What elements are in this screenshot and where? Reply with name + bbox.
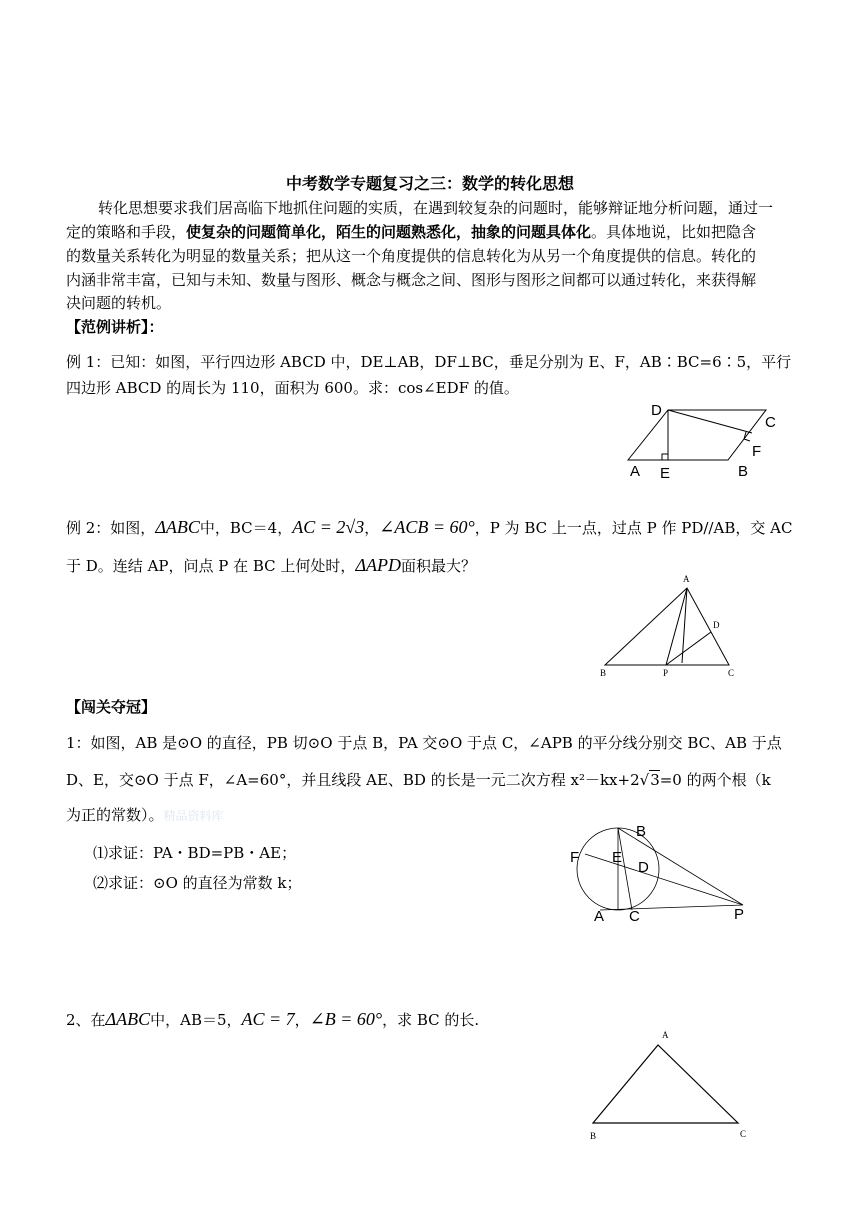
label-A: A [683,574,690,584]
problem-1-sub-1: ⑴求证：PA・BD=PB・AE； [93,844,297,862]
label-D: D [713,620,720,630]
example-2-math-apd: ΔAPD [355,555,401,575]
label-A: A [630,463,641,480]
label-B: B [590,1131,597,1141]
label-C: C [629,908,640,925]
label-P: P [663,668,669,678]
problem-2-math-angle: ∠B = 60° [309,1009,383,1029]
example-2-text-b: 中，BC＝4， [199,519,293,537]
section-heading-challenge: 【闯关夺冠】 [66,698,157,716]
label-A: A [662,1030,669,1040]
label-F: F [752,443,762,460]
problem-1-line-1: 1：如图，AB 是⊙O 的直径，PB 切⊙O 于点 B，PA 交⊙O 于点 C，∠APB 的平分线分别交 BC、AB 于点 [66,734,782,752]
problem-1-sub-2: ⑵求证：⊙O 的直径为常数 k； [93,874,302,892]
intro-line-1: 转化思想要求我们居高临下地抓住问题的实质，在遇到较复杂的问题时，能够辩证地分析问题，通过一 [98,199,774,217]
problem-2-text-d: ，求 BC 的长. [382,1011,480,1029]
example-2-math-triangle: ΔABC [155,517,200,537]
intro-line-2-post: 。具体地说，比如把隐含 [591,223,757,241]
example-2-text-c: ， [364,519,380,537]
intro-emphasis: 使复杂的问题简单化，陌生的问题熟悉化，抽象的问题具体化 [186,223,592,241]
example-1-line-1: 例 1：已知：如图，平行四边形 ABCD 中，DE⊥AB，DF⊥BC，垂足分别为 E、F，AB∶BC=6∶5，平行 [66,353,792,371]
problem-2-text-c: ， [294,1011,310,1029]
problem-1-text-a: D、E，交⊙O 于点 F，∠A=60°，并且线段 AE、BD 的长是一元二次方程 x²－kx+2 [66,771,640,789]
label-B: B [738,463,749,480]
problem-1-text-b: =0 的两个根（k [659,771,771,789]
watermark-text: 精品资料库 [163,809,224,823]
label-A: A [594,908,605,925]
intro-line-3: 的数量关系转化为明显的数量关系；把从这一个角度提供的信息转化为从另一个角度提供的信息。转化的 [66,247,757,265]
example-2-text-d: ，P 为 BC 上一点，过点 P 作 PD//AB，交 AC [474,519,793,537]
example-1-line-2: 四边形 ABCD 的周长为 110，面积为 600。求：cos∠EDF 的值。 [66,379,519,397]
problem-2-text-b: 中，AB＝5， [150,1011,242,1029]
label-E: E [612,849,623,866]
problem-2-text-a: 2、在 [66,1011,106,1029]
intro-line-5: 决问题的转机。 [66,294,172,312]
intro-line-2-pre: 定的策略和手段， [66,223,187,241]
label-F: F [570,849,580,866]
problem-1-text-c: 为正的常数）。 [66,806,164,824]
problem-2-math-ac: AC = 7 [241,1009,295,1029]
problem-2-math-triangle: ΔABC [105,1009,151,1029]
section-heading-examples: 【范例讲析】： [66,318,164,336]
example-2-math-ac: AC = 2√3 [292,517,365,537]
label-D: D [638,859,649,876]
label-C: C [728,668,735,678]
label-D: D [651,402,662,419]
example-2-math-angle: ∠ACB = 60° [379,517,475,537]
label-P: P [734,906,745,923]
label-B: B [636,823,647,840]
example-2-text-e: 于 D。连结 AP，问点 P 在 BC 上何处时， [66,557,356,575]
intro-line-4: 内涵非常丰富，已知与未知、数量与图形、概念与概念之间、图形与图形之间都可以通过转化，来获得解 [66,271,757,289]
example-2-text-a: 例 2：如图， [66,519,156,537]
label-E: E [660,465,671,482]
label-B: B [600,668,607,678]
label-C: C [765,414,776,431]
sqrt-sign: √ [639,771,650,789]
page-title: 中考数学专题复习之三：数学的转化思想 [285,174,574,193]
example-2-text-f: 面积最大？ [401,557,477,575]
sqrt-radicand: 3 [650,771,660,789]
label-C: C [740,1129,747,1139]
